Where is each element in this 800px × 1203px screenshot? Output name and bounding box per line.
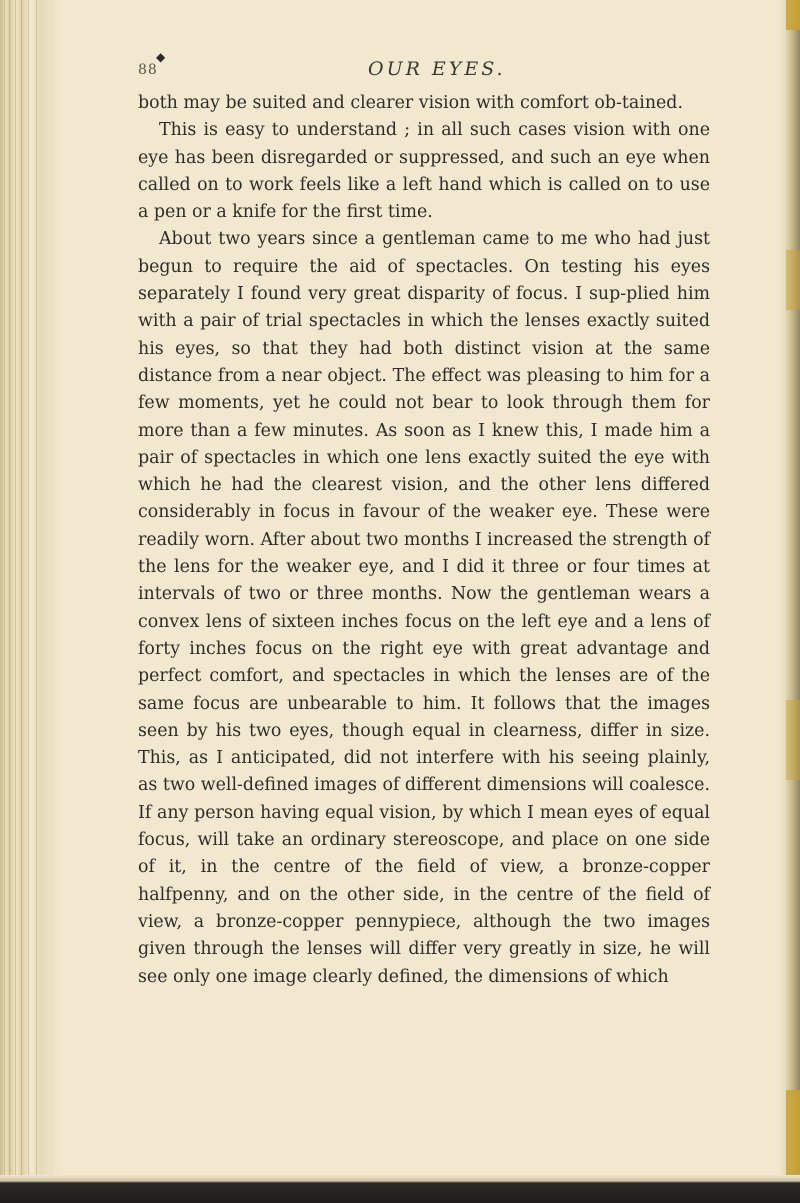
gutter-line: [15, 0, 16, 1203]
paragraph: This is easy to understand ; in all such cases vision with one eye has been disregarded or suppressed, and such an eye when called on to work feels like a left hand which is called on to use a pen or a knife for the first time.: [138, 120, 710, 223]
gutter-line: [9, 0, 10, 1203]
edge-stain: [786, 0, 800, 30]
gutter-line: [28, 0, 29, 1203]
book-gutter: [0, 0, 62, 1203]
gutter-line: [36, 0, 37, 1203]
body-text: [138, 90, 710, 991]
running-title: OUR EYES.: [368, 58, 506, 80]
running-head: [138, 50, 710, 90]
edge-stain: [786, 1090, 800, 1175]
gutter-line: [4, 0, 5, 1203]
page-number: 88: [138, 62, 158, 78]
ink-dot-mark: ◆: [156, 50, 166, 64]
paragraph: both may be suited and clearer vision with comfort ob-tained.: [138, 93, 683, 113]
edge-stain: [786, 700, 800, 780]
paragraph: About two years since a gentleman came to me who had just begun to require the aid of spectacles. On testing his eyes separately I found very great disparity of focus. I sup-plied him with a pair of trial spectacles in which the lenses exactly suited his eyes, so that they had both distinct vision at the same distance from a near object. The effect was pleasing to him for a few moments, yet he could not bear to look through them for more than a few minutes. As soon as I knew this, I made him a pair of spectacles in which one lens exactly suited the eye with which he had the clearest vision, and the other lens differed considerably in focus in favour of the weaker eye. These were readily worn. After about two months I increased the strength of the lens for the weaker eye, and I did it three or four times at intervals of two or three months. Now the gentleman wears a convex lens of sixteen inches focus on the left eye and a lens of forty inches focus on the right eye with great advantage and perfect comfort, and spectacles in which the lenses are of the same focus are unbearable to him. It follows that the images seen by his two eyes, though equal in clearness, differ in size. This, as I anticipated, did not interfere with his seeing plainly, as two well-defined images of different dimensions will coalesce. If any person having equal vision, by which I mean eyes of equal focus, will take an ordinary stereoscope, and place on one side of it, in the centre of the field of view, a bronze-copper halfpenny, and on the other side, in the centre of the field of view, a bronze-copper pennypiece, although the two images given through the lenses will differ very greatly in size, he will see only one image clearly defined, the dimensions of which: [138, 229, 710, 987]
gutter-line: [21, 0, 22, 1203]
page-bottom-edge: [0, 1175, 800, 1203]
book-page: [138, 50, 710, 991]
edge-stain: [786, 250, 800, 310]
page-fore-edge: [778, 0, 800, 1203]
